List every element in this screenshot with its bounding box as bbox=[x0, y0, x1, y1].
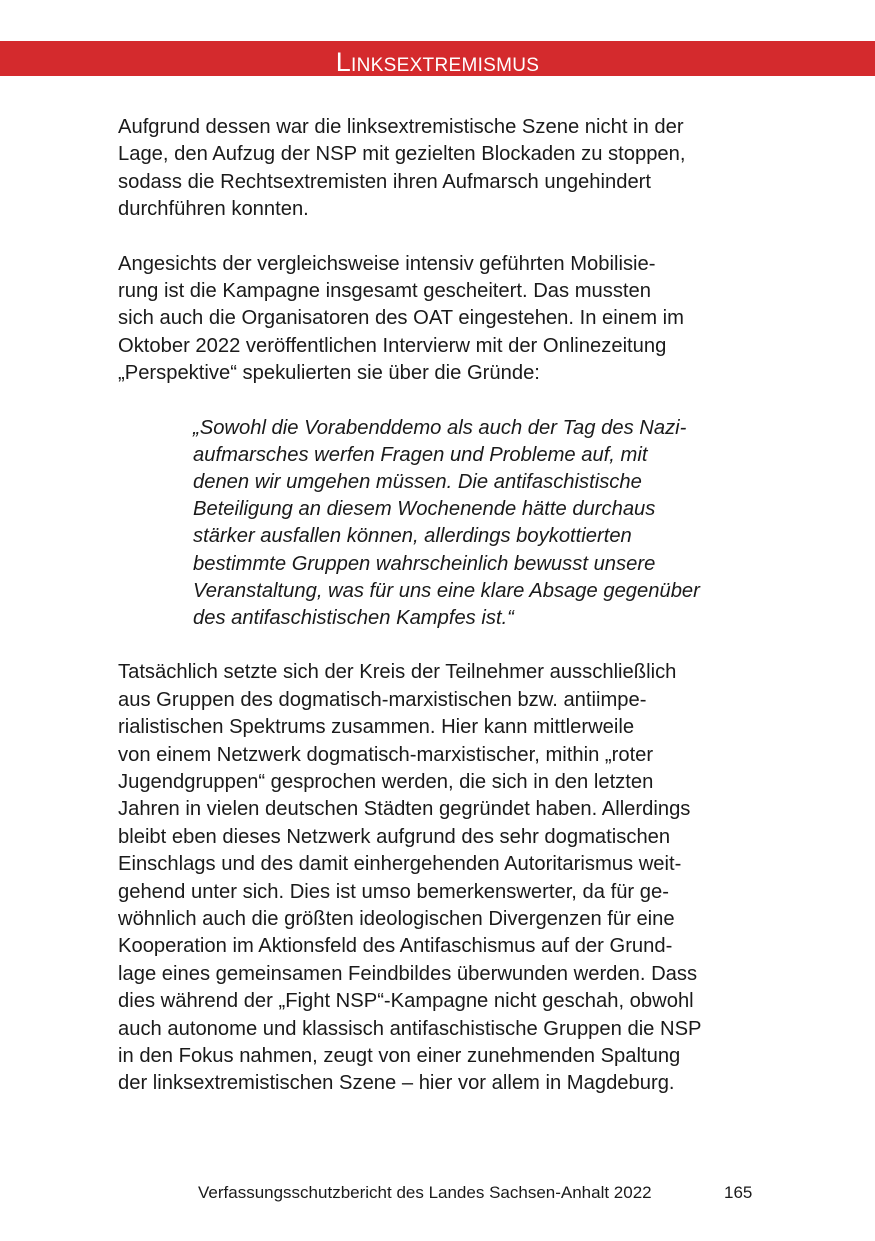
quote-line: bestimmte Gruppen wahrscheinlich bewusst unsere bbox=[193, 552, 656, 575]
page-number: 165 bbox=[724, 1183, 753, 1202]
text-line: Jugendgruppen“ gesprochen werden, die sich in den letzten bbox=[118, 770, 654, 793]
text-line: bleibt eben dieses Netzwerk aufgrund des sehr dogmatischen bbox=[118, 825, 671, 848]
text-line: sodass die Rechtsextremisten ihren Aufmarsch ungehindert bbox=[118, 170, 652, 193]
text-line: auch autonome und klassisch antifaschistische Gruppen die NSP bbox=[118, 1017, 702, 1040]
quote-line: aufmarsches werfen Fragen und Probleme auf, mit bbox=[193, 443, 648, 466]
text-line: dies während der „Fight NSP“-Kampagne nicht geschah, obwohl bbox=[118, 990, 694, 1013]
quote-line: „Sowohl die Vorabenddemo als auch der Tag des Nazi- bbox=[193, 416, 687, 439]
text-line: sich auch die Organisatoren des OAT eingestehen. In einem im bbox=[118, 307, 684, 330]
text-line: rialistischen Spektrums zusammen. Hier kann mittlerweile bbox=[118, 716, 635, 739]
text-line: Einschlags und des damit einhergehenden Autoritarismus weit- bbox=[118, 853, 682, 876]
page-content bbox=[118, 114, 768, 1125]
text-line: aus Gruppen des dogmatisch-marxistischen bzw. antiimpe- bbox=[118, 688, 647, 711]
text-line: Aufgrund dessen war die linksextremistische Szene nicht in der bbox=[118, 116, 684, 138]
quote-line: stärker ausfallen können, allerdings boykottierten bbox=[193, 525, 632, 548]
text-line: Angesichts der vergleichsweise intensiv geführten Mobilisie- bbox=[118, 252, 656, 275]
section-title: Linksextremismus bbox=[335, 47, 540, 77]
text-line: Kooperation im Aktionsfeld des Antifaschismus auf der Grund- bbox=[118, 935, 673, 958]
quote-line: des antifaschistischen Kampfes ist.“ bbox=[193, 607, 514, 630]
text-line: Lage, den Aufzug der NSP mit gezielten Blockaden zu stoppen, bbox=[118, 143, 686, 166]
text-line: durchführen konnten. bbox=[118, 198, 309, 221]
text-line: wöhnlich auch die größten ideologischen Divergenzen für eine bbox=[118, 907, 675, 930]
quote-line: Beteiligung an diesem Wochenende hätte durchaus bbox=[193, 498, 656, 521]
paragraph-2 bbox=[118, 251, 768, 388]
text-line: Jahren in vielen deutschen Städten gegründet haben. Allerdings bbox=[118, 798, 691, 821]
paragraph-3 bbox=[118, 659, 768, 1098]
paragraph-1 bbox=[118, 114, 768, 224]
text-line: von einem Netzwerk dogmatisch-marxistischer, mithin „roter bbox=[118, 743, 654, 766]
text-line: „Perspektive“ spekulierten sie über die Gründe: bbox=[118, 362, 540, 385]
text-line: in den Fokus nahmen, zeugt von einer zunehmenden Spaltung bbox=[118, 1044, 681, 1067]
text-line: Oktober 2022 veröffentlichen Intervierw mit der Onlinezeitung bbox=[118, 334, 667, 357]
text-line: gehend unter sich. Dies ist umso bemerkenswerter, da für ge- bbox=[118, 880, 669, 903]
text-line: Tatsächlich setzte sich der Kreis der Teilnehmer ausschließlich bbox=[118, 661, 677, 684]
text-line: lage eines gemeinsamen Feindbildes überwunden werden. Dass bbox=[118, 962, 698, 985]
block-quote bbox=[193, 415, 768, 633]
text-line: rung ist die Kampagne insgesamt gescheitert. Das mussten bbox=[118, 280, 651, 303]
quote-line: denen wir umgehen müssen. Die antifaschistische bbox=[193, 471, 642, 494]
footer-source: Verfassungsschutzbericht des Landes Sachsen-Anhalt 2022 bbox=[198, 1183, 652, 1202]
quote-line: Veranstaltung, was für uns eine klare Absage gegenüber bbox=[193, 579, 700, 602]
text-line: der linksextremistischen Szene – hier vor allem in Magdeburg. bbox=[118, 1072, 675, 1095]
